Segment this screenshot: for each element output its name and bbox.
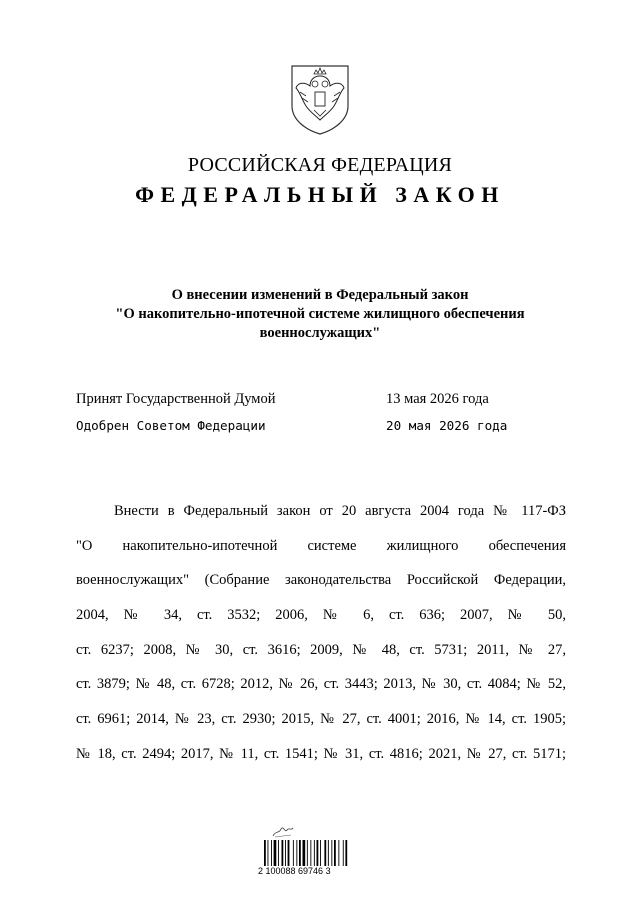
- body-line: ст. 6237; 2008, № 30, ст. 3616; 2009, № 48, ст. 5731; 2011, № 27,: [76, 641, 566, 658]
- duma-adoption-date: 13 мая 2026 года: [386, 391, 489, 407]
- coat-of-arms-icon: [288, 62, 352, 136]
- subject-line: военнослужащих": [259, 325, 381, 341]
- law-body-text: [76, 494, 566, 772]
- body-line: военнослужащих" (Собрание законодательства Российской Федерации,: [76, 572, 566, 589]
- subject-line: О внесении изменений в Федеральный закон: [171, 287, 469, 303]
- body-line: № 18, ст. 2494; 2017, № 11, ст. 1541; № 31, ст. 4816; 2021, № 27, ст. 5171;: [76, 745, 566, 762]
- document-type: ФЕДЕРАЛЬНЫЙ ЗАКОН: [135, 182, 505, 207]
- body-line: Внести в Федеральный закон от 20 августа 2004 года № 117-ФЗ: [114, 503, 566, 519]
- body-line: "О накопительно-ипотечной системе жилищного обеспечения: [76, 537, 566, 554]
- country-name: РОССИЙСКАЯ ФЕДЕРАЦИЯ: [187, 154, 453, 176]
- barcode-signature-mark: [272, 824, 294, 838]
- barcode-number: 2 100088 69746 3: [258, 866, 331, 876]
- body-line: ст. 6961; 2014, № 23, ст. 2930; 2015, № 27, ст. 4001; 2016, № 14, ст. 1905;: [76, 711, 566, 728]
- duma-adoption-label: Принят Государственной Думой: [76, 391, 276, 407]
- body-line: 2004, № 34, ст. 3532; 2006, № 6, ст. 636; 2007, № 50,: [76, 607, 566, 624]
- council-approval-label: Одобрен Советом Федерации: [76, 418, 266, 433]
- document-barcode: [258, 824, 368, 882]
- law-subject: [80, 286, 560, 343]
- subject-line: "О накопительно-ипотечной системе жилищного обеспечения: [115, 306, 525, 322]
- barcode-bars: [264, 840, 364, 866]
- council-approval-date: 20 мая 2026 года: [386, 418, 508, 433]
- body-line: ст. 3879; № 48, ст. 6728; 2012, № 26, ст. 3443; 2013, № 30, ст. 4084; № 52,: [76, 676, 566, 693]
